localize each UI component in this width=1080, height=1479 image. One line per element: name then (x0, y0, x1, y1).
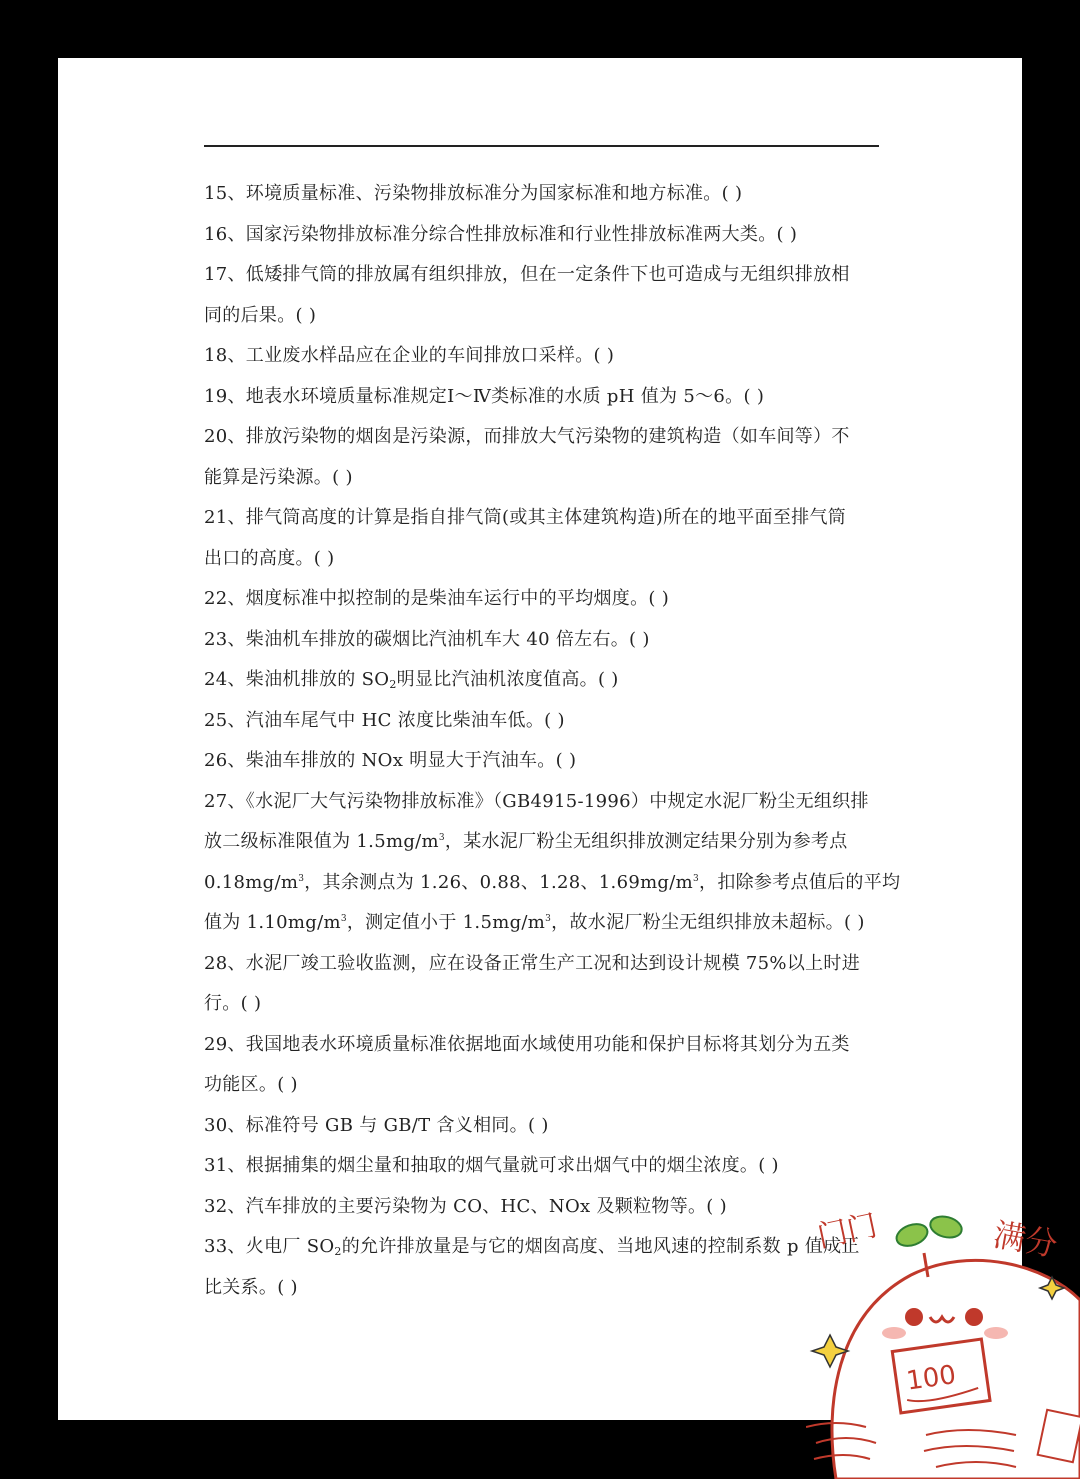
line-text: 27、《水泥厂大气污染物排放标准》（GB4915-1996）中规定水泥厂粉尘无组织排 (204, 790, 869, 812)
line-text: 能算是污染源。( ) (204, 466, 353, 488)
header-rule (204, 145, 879, 147)
question-line (204, 782, 884, 823)
superscript: 3 (340, 914, 347, 924)
question-line (204, 1106, 884, 1147)
question-line (204, 1227, 884, 1268)
sticker-text-right: 满分 (990, 1215, 1061, 1264)
line-text: 的允许排放量是与它的烟囱高度、当地风速的控制系数 p 值成正 (341, 1236, 860, 1257)
line-text: 19、地表水环境质量标准规定Ⅰ～Ⅳ类标准的水质 pH 值为 5～6。( ) (204, 385, 765, 407)
question-line (204, 539, 884, 580)
line-text: 放二级标准限值为 1.5mg/m (204, 831, 439, 852)
line-text: ，扣除参考点值后的平均 (699, 871, 901, 893)
question-line (204, 1025, 884, 1066)
question-line (204, 822, 884, 863)
question-line (204, 701, 884, 742)
question-line (204, 377, 884, 418)
question-line (204, 296, 884, 337)
line-text: ，某水泥厂粉尘无组织排放测定结果分别为参考点 (444, 831, 848, 852)
question-line (204, 336, 884, 377)
line-text: 23、柴油机车排放的碳烟比汽油机车大 40 倍左右。( ) (204, 628, 650, 650)
question-line (204, 863, 901, 904)
line-text: 31、根据捕集的烟尘量和抽取的烟气量就可求出烟气中的烟尘浓度。( ) (204, 1155, 779, 1176)
line-text: 28、水泥厂竣工验收监测，应在设备正常生产工况和达到设计规模 75%以上时进 (204, 952, 861, 974)
question-line (204, 174, 884, 215)
line-text: 30、标准符号 GB 与 GB/T 含义相同。( ) (204, 1114, 549, 1136)
sticker-score: 100 (904, 1360, 958, 1397)
line-text: 33、火电厂 SO (204, 1236, 335, 1257)
line-text: ，测定值小于 1.5mg/m (346, 912, 546, 933)
subscript: 2 (389, 678, 397, 691)
line-text: 24、柴油机排放的 SO (204, 669, 390, 690)
line-text: 29、我国地表水环境质量标准依据地面水域使用功能和保护目标将其划分为五类 (204, 1033, 850, 1055)
question-line (204, 215, 884, 256)
superscript: 3 (298, 873, 305, 884)
superscript: 3 (693, 873, 700, 884)
line-text: 25、汽油车尾气中 HC 浓度比柴油车低。( ) (204, 709, 565, 731)
line-text: 值为 1.10mg/m (204, 912, 341, 933)
mascot-sticker (806, 1205, 1080, 1479)
question-line (204, 1065, 884, 1106)
line-text: 0.18mg/m (204, 871, 299, 893)
line-text: 18、工业废水样品应在企业的车间排放口采样。( ) (204, 345, 615, 366)
superscript: 3 (438, 833, 445, 843)
question-line (204, 1268, 884, 1309)
question-line (204, 660, 884, 701)
question-list (204, 174, 901, 1308)
superscript: 3 (545, 914, 552, 924)
question-line (204, 458, 884, 499)
line-text: ，故水泥厂粉尘无组织排放未超标。( ) (551, 912, 865, 933)
line-text: 26、柴油车排放的 NOx 明显大于汽油车。( ) (204, 750, 577, 771)
line-text: 20、排放污染物的烟囱是污染源，而排放大气污染物的建筑构造（如车间等）不 (204, 426, 850, 447)
question-line (204, 255, 884, 296)
question-line (204, 1187, 884, 1228)
line-text: 16、国家污染物排放标准分综合性排放标准和行业性排放标准两大类。( ) (204, 223, 798, 245)
line-text: 17、低矮排气筒的排放属有组织排放，但在一定条件下也可造成与无组织排放相 (204, 264, 850, 285)
line-text: 明显比汽油机浓度值高。( ) (396, 669, 619, 690)
question-line (204, 579, 884, 620)
line-text: 出口的高度。( ) (204, 547, 335, 569)
question-line (204, 741, 884, 782)
subscript: 2 (334, 1245, 342, 1258)
question-line (204, 498, 884, 539)
line-text: 比关系。( ) (204, 1276, 298, 1298)
line-text: 行。( ) (204, 993, 262, 1014)
question-line (204, 944, 884, 985)
line-text: 32、汽车排放的主要污染物为 CO、HC、NOx 及颗粒物等。( ) (204, 1195, 727, 1217)
line-text: 15、环境质量标准、污染物排放标准分为国家标准和地方标准。( ) (204, 183, 743, 204)
line-text: 功能区。( ) (204, 1074, 298, 1095)
line-text: 同的后果。( ) (204, 304, 317, 326)
question-line (204, 1146, 884, 1187)
question-line (204, 620, 884, 661)
question-line (204, 984, 884, 1025)
question-line (204, 417, 884, 458)
sticker-text-left: 门门 (814, 1208, 881, 1255)
line-text: ，其余测点为 1.26、0.88、1.28、1.69mg/m (304, 871, 693, 893)
question-line (204, 903, 884, 944)
line-text: 22、烟度标准中拟控制的是柴油车运行中的平均烟度。( ) (204, 588, 670, 609)
line-text: 21、排气筒高度的计算是指自排气筒(或其主体建筑构造)所在的地平面至排气筒 (204, 507, 847, 528)
